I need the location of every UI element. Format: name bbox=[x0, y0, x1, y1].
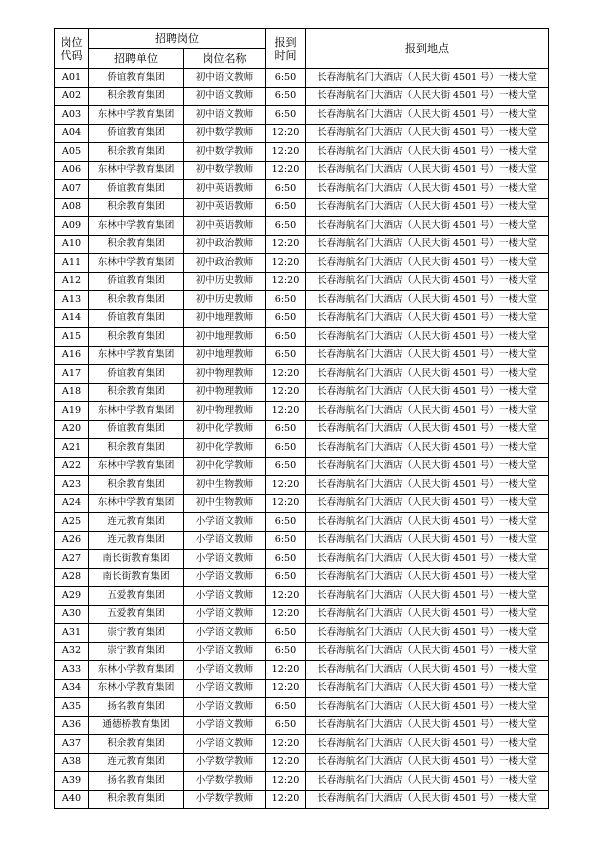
registration-table bbox=[54, 28, 549, 809]
row-position: 初中英语教师 bbox=[184, 180, 266, 199]
row-code: A11 bbox=[55, 254, 89, 273]
row-position: 初中地理教师 bbox=[184, 328, 266, 347]
row-unit: 积余教育集团 bbox=[89, 383, 184, 402]
row-code: A04 bbox=[55, 124, 89, 143]
row-code: A06 bbox=[55, 161, 89, 180]
row-code: A14 bbox=[55, 309, 89, 328]
row-unit: 东林中学教育集团 bbox=[89, 106, 184, 125]
row-location: 长春海航名门大酒店（人民大街 4501 号）一楼大堂 bbox=[306, 772, 549, 791]
table-row bbox=[55, 494, 549, 513]
row-time: 6:50 bbox=[266, 420, 306, 439]
table-row bbox=[55, 346, 549, 365]
row-time: 6:50 bbox=[266, 457, 306, 476]
row-location: 长春海航名门大酒店（人民大街 4501 号）一楼大堂 bbox=[306, 457, 549, 476]
row-position: 初中地理教师 bbox=[184, 309, 266, 328]
row-position: 初中生物教师 bbox=[184, 476, 266, 495]
row-time: 12:20 bbox=[266, 587, 306, 606]
row-location: 长春海航名门大酒店（人民大街 4501 号）一楼大堂 bbox=[306, 365, 549, 384]
row-position: 初中数学教师 bbox=[184, 161, 266, 180]
row-code: A21 bbox=[55, 439, 89, 458]
row-time: 12:20 bbox=[266, 161, 306, 180]
row-time: 6:50 bbox=[266, 439, 306, 458]
table-row bbox=[55, 254, 549, 273]
row-code: A09 bbox=[55, 217, 89, 236]
table-row bbox=[55, 605, 549, 624]
row-code: A25 bbox=[55, 513, 89, 532]
row-unit: 侨谊教育集团 bbox=[89, 309, 184, 328]
row-code: A27 bbox=[55, 550, 89, 569]
row-position: 初中数学教师 bbox=[184, 124, 266, 143]
row-code: A17 bbox=[55, 365, 89, 384]
table-row bbox=[55, 124, 549, 143]
row-code: A13 bbox=[55, 291, 89, 310]
row-code: A24 bbox=[55, 494, 89, 513]
row-code: A26 bbox=[55, 531, 89, 550]
row-unit: 东林中学教育集团 bbox=[89, 346, 184, 365]
row-code: A08 bbox=[55, 198, 89, 217]
row-location: 长春海航名门大酒店（人民大街 4501 号）一楼大堂 bbox=[306, 568, 549, 587]
row-code: A10 bbox=[55, 235, 89, 254]
header-time: 报到时间 bbox=[266, 29, 306, 69]
header-code: 岗位代码 bbox=[55, 29, 89, 69]
row-position: 初中物理教师 bbox=[184, 402, 266, 421]
table-row bbox=[55, 180, 549, 199]
row-position: 初中物理教师 bbox=[184, 383, 266, 402]
row-code: A35 bbox=[55, 698, 89, 717]
row-unit: 崇宁教育集团 bbox=[89, 642, 184, 661]
row-unit: 南长街教育集团 bbox=[89, 550, 184, 569]
row-time: 6:50 bbox=[266, 309, 306, 328]
row-time: 6:50 bbox=[266, 716, 306, 735]
row-time: 12:20 bbox=[266, 272, 306, 291]
row-unit: 东林中学教育集团 bbox=[89, 402, 184, 421]
row-unit: 五爱教育集团 bbox=[89, 605, 184, 624]
table-row bbox=[55, 106, 549, 125]
row-location: 长春海航名门大酒店（人民大街 4501 号）一楼大堂 bbox=[306, 161, 549, 180]
row-position: 初中历史教师 bbox=[184, 291, 266, 310]
row-code: A03 bbox=[55, 106, 89, 125]
row-unit: 积余教育集团 bbox=[89, 235, 184, 254]
row-unit: 连元教育集团 bbox=[89, 753, 184, 772]
row-position: 初中地理教师 bbox=[184, 346, 266, 365]
row-unit: 侨谊教育集团 bbox=[89, 124, 184, 143]
row-time: 12:20 bbox=[266, 235, 306, 254]
row-location: 长春海航名门大酒店（人民大街 4501 号）一楼大堂 bbox=[306, 679, 549, 698]
row-location: 长春海航名门大酒店（人民大街 4501 号）一楼大堂 bbox=[306, 346, 549, 365]
row-position: 初中政治教师 bbox=[184, 254, 266, 273]
row-code: A29 bbox=[55, 587, 89, 606]
table-row bbox=[55, 753, 549, 772]
row-unit: 东林中学教育集团 bbox=[89, 161, 184, 180]
row-location: 长春海航名门大酒店（人民大街 4501 号）一楼大堂 bbox=[306, 494, 549, 513]
row-location: 长春海航名门大酒店（人民大街 4501 号）一楼大堂 bbox=[306, 513, 549, 532]
table-row bbox=[55, 309, 549, 328]
table-row bbox=[55, 679, 549, 698]
row-position: 初中生物教师 bbox=[184, 494, 266, 513]
row-code: A22 bbox=[55, 457, 89, 476]
row-location: 长春海航名门大酒店（人民大街 4501 号）一楼大堂 bbox=[306, 605, 549, 624]
row-code: A38 bbox=[55, 753, 89, 772]
row-time: 6:50 bbox=[266, 69, 306, 88]
row-code: A40 bbox=[55, 790, 89, 809]
row-position: 小学语文教师 bbox=[184, 642, 266, 661]
row-location: 长春海航名门大酒店（人民大街 4501 号）一楼大堂 bbox=[306, 272, 549, 291]
row-position: 小学语文教师 bbox=[184, 679, 266, 698]
row-time: 12:20 bbox=[266, 494, 306, 513]
row-code: A39 bbox=[55, 772, 89, 791]
row-position: 初中历史教师 bbox=[184, 272, 266, 291]
row-location: 长春海航名门大酒店（人民大街 4501 号）一楼大堂 bbox=[306, 309, 549, 328]
table-row bbox=[55, 439, 549, 458]
table-row bbox=[55, 87, 549, 106]
row-code: A30 bbox=[55, 605, 89, 624]
row-code: A36 bbox=[55, 716, 89, 735]
row-code: A02 bbox=[55, 87, 89, 106]
row-unit: 扬名教育集团 bbox=[89, 772, 184, 791]
row-unit: 东林中学教育集团 bbox=[89, 254, 184, 273]
row-code: A16 bbox=[55, 346, 89, 365]
table-row bbox=[55, 476, 549, 495]
row-unit: 积余教育集团 bbox=[89, 735, 184, 754]
row-unit: 积余教育集团 bbox=[89, 476, 184, 495]
row-unit: 积余教育集团 bbox=[89, 198, 184, 217]
row-location: 长春海航名门大酒店（人民大街 4501 号）一楼大堂 bbox=[306, 180, 549, 199]
row-time: 12:20 bbox=[266, 661, 306, 680]
table-row bbox=[55, 735, 549, 754]
row-code: A05 bbox=[55, 143, 89, 162]
row-location: 长春海航名门大酒店（人民大街 4501 号）一楼大堂 bbox=[306, 550, 549, 569]
row-location: 长春海航名门大酒店（人民大街 4501 号）一楼大堂 bbox=[306, 235, 549, 254]
row-time: 12:20 bbox=[266, 124, 306, 143]
row-time: 12:20 bbox=[266, 402, 306, 421]
row-position: 小学语文教师 bbox=[184, 568, 266, 587]
table-row bbox=[55, 365, 549, 384]
table-row bbox=[55, 698, 549, 717]
row-unit: 连元教育集团 bbox=[89, 513, 184, 532]
row-code: A07 bbox=[55, 180, 89, 199]
row-time: 6:50 bbox=[266, 346, 306, 365]
row-code: A28 bbox=[55, 568, 89, 587]
row-position: 小学语文教师 bbox=[184, 550, 266, 569]
row-time: 12:20 bbox=[266, 476, 306, 495]
table-row bbox=[55, 624, 549, 643]
row-code: A23 bbox=[55, 476, 89, 495]
row-unit: 积余教育集团 bbox=[89, 87, 184, 106]
row-unit: 东林小学教育集团 bbox=[89, 661, 184, 680]
header-position-name: 岗位名称 bbox=[184, 49, 266, 69]
table-row bbox=[55, 69, 549, 88]
row-unit: 通德桥教育集团 bbox=[89, 716, 184, 735]
row-code: A31 bbox=[55, 624, 89, 643]
row-unit: 侨谊教育集团 bbox=[89, 420, 184, 439]
row-location: 长春海航名门大酒店（人民大街 4501 号）一楼大堂 bbox=[306, 735, 549, 754]
row-location: 长春海航名门大酒店（人民大街 4501 号）一楼大堂 bbox=[306, 217, 549, 236]
row-code: A12 bbox=[55, 272, 89, 291]
row-position: 小学数学教师 bbox=[184, 753, 266, 772]
row-location: 长春海航名门大酒店（人民大街 4501 号）一楼大堂 bbox=[306, 254, 549, 273]
row-position: 小学语文教师 bbox=[184, 661, 266, 680]
row-position: 初中语文教师 bbox=[184, 69, 266, 88]
row-unit: 积余教育集团 bbox=[89, 790, 184, 809]
row-location: 长春海航名门大酒店（人民大街 4501 号）一楼大堂 bbox=[306, 698, 549, 717]
row-time: 6:50 bbox=[266, 550, 306, 569]
row-position: 初中化学教师 bbox=[184, 457, 266, 476]
row-time: 6:50 bbox=[266, 698, 306, 717]
row-code: A20 bbox=[55, 420, 89, 439]
row-location: 长春海航名门大酒店（人民大街 4501 号）一楼大堂 bbox=[306, 198, 549, 217]
table-row bbox=[55, 642, 549, 661]
row-unit: 积余教育集团 bbox=[89, 291, 184, 310]
row-position: 小学语文教师 bbox=[184, 735, 266, 754]
row-time: 12:20 bbox=[266, 143, 306, 162]
row-unit: 崇宁教育集团 bbox=[89, 624, 184, 643]
row-code: A32 bbox=[55, 642, 89, 661]
row-time: 12:20 bbox=[266, 772, 306, 791]
table-row bbox=[55, 272, 549, 291]
row-location: 长春海航名门大酒店（人民大街 4501 号）一楼大堂 bbox=[306, 531, 549, 550]
row-time: 6:50 bbox=[266, 642, 306, 661]
header-location: 报到地点 bbox=[306, 29, 549, 69]
row-unit: 积余教育集团 bbox=[89, 439, 184, 458]
row-position: 初中化学教师 bbox=[184, 420, 266, 439]
row-location: 长春海航名门大酒店（人民大街 4501 号）一楼大堂 bbox=[306, 87, 549, 106]
row-location: 长春海航名门大酒店（人民大街 4501 号）一楼大堂 bbox=[306, 587, 549, 606]
row-unit: 侨谊教育集团 bbox=[89, 365, 184, 384]
row-unit: 东林中学教育集团 bbox=[89, 457, 184, 476]
row-code: A37 bbox=[55, 735, 89, 754]
row-unit: 侨谊教育集团 bbox=[89, 69, 184, 88]
table-row bbox=[55, 550, 549, 569]
row-unit: 南长街教育集团 bbox=[89, 568, 184, 587]
table-row bbox=[55, 531, 549, 550]
row-code: A15 bbox=[55, 328, 89, 347]
row-unit: 连元教育集团 bbox=[89, 531, 184, 550]
row-location: 长春海航名门大酒店（人民大街 4501 号）一楼大堂 bbox=[306, 642, 549, 661]
table-row bbox=[55, 790, 549, 809]
row-location: 长春海航名门大酒店（人民大街 4501 号）一楼大堂 bbox=[306, 753, 549, 772]
table-row bbox=[55, 328, 549, 347]
row-location: 长春海航名门大酒店（人民大街 4501 号）一楼大堂 bbox=[306, 402, 549, 421]
row-location: 长春海航名门大酒店（人民大街 4501 号）一楼大堂 bbox=[306, 291, 549, 310]
row-position: 小学语文教师 bbox=[184, 624, 266, 643]
table-row bbox=[55, 198, 549, 217]
row-unit: 东林中学教育集团 bbox=[89, 217, 184, 236]
row-time: 6:50 bbox=[266, 217, 306, 236]
row-location: 长春海航名门大酒店（人民大街 4501 号）一楼大堂 bbox=[306, 143, 549, 162]
table-row bbox=[55, 513, 549, 532]
row-position: 小学语文教师 bbox=[184, 513, 266, 532]
table-row bbox=[55, 772, 549, 791]
row-code: A01 bbox=[55, 69, 89, 88]
row-time: 12:20 bbox=[266, 735, 306, 754]
row-code: A18 bbox=[55, 383, 89, 402]
row-position: 初中英语教师 bbox=[184, 198, 266, 217]
row-code: A34 bbox=[55, 679, 89, 698]
row-location: 长春海航名门大酒店（人民大街 4501 号）一楼大堂 bbox=[306, 716, 549, 735]
row-unit: 积余教育集团 bbox=[89, 143, 184, 162]
row-location: 长春海航名门大酒店（人民大街 4501 号）一楼大堂 bbox=[306, 383, 549, 402]
row-unit: 侨谊教育集团 bbox=[89, 180, 184, 199]
row-time: 6:50 bbox=[266, 87, 306, 106]
row-location: 长春海航名门大酒店（人民大街 4501 号）一楼大堂 bbox=[306, 106, 549, 125]
row-time: 6:50 bbox=[266, 513, 306, 532]
table-row bbox=[55, 457, 549, 476]
row-time: 6:50 bbox=[266, 531, 306, 550]
row-unit: 积余教育集团 bbox=[89, 328, 184, 347]
row-location: 长春海航名门大酒店（人民大街 4501 号）一楼大堂 bbox=[306, 790, 549, 809]
table-body bbox=[55, 69, 549, 809]
header-unit: 招聘单位 bbox=[89, 49, 184, 69]
row-unit: 东林小学教育集团 bbox=[89, 679, 184, 698]
table-row bbox=[55, 383, 549, 402]
row-unit: 五爱教育集团 bbox=[89, 587, 184, 606]
row-location: 长春海航名门大酒店（人民大街 4501 号）一楼大堂 bbox=[306, 624, 549, 643]
row-unit: 扬名教育集团 bbox=[89, 698, 184, 717]
row-location: 长春海航名门大酒店（人民大街 4501 号）一楼大堂 bbox=[306, 439, 549, 458]
table-row bbox=[55, 291, 549, 310]
table-row bbox=[55, 661, 549, 680]
row-position: 初中政治教师 bbox=[184, 235, 266, 254]
row-position: 小学语文教师 bbox=[184, 605, 266, 624]
row-position: 小学数学教师 bbox=[184, 772, 266, 791]
row-position: 初中英语教师 bbox=[184, 217, 266, 236]
row-location: 长春海航名门大酒店（人民大街 4501 号）一楼大堂 bbox=[306, 420, 549, 439]
row-time: 12:20 bbox=[266, 254, 306, 273]
row-time: 12:20 bbox=[266, 753, 306, 772]
table-row bbox=[55, 420, 549, 439]
row-location: 长春海航名门大酒店（人民大街 4501 号）一楼大堂 bbox=[306, 69, 549, 88]
table-row bbox=[55, 568, 549, 587]
table-row bbox=[55, 143, 549, 162]
header-position-group: 招聘岗位 bbox=[89, 29, 266, 49]
row-location: 长春海航名门大酒店（人民大街 4501 号）一楼大堂 bbox=[306, 124, 549, 143]
row-time: 6:50 bbox=[266, 180, 306, 199]
table-row bbox=[55, 402, 549, 421]
row-time: 6:50 bbox=[266, 198, 306, 217]
table-row bbox=[55, 235, 549, 254]
row-unit: 东林中学教育集团 bbox=[89, 494, 184, 513]
row-position: 小学数学教师 bbox=[184, 790, 266, 809]
row-code: A19 bbox=[55, 402, 89, 421]
row-time: 6:50 bbox=[266, 568, 306, 587]
row-location: 长春海航名门大酒店（人民大街 4501 号）一楼大堂 bbox=[306, 476, 549, 495]
row-position: 初中数学教师 bbox=[184, 143, 266, 162]
row-position: 小学语文教师 bbox=[184, 531, 266, 550]
row-position: 小学语文教师 bbox=[184, 587, 266, 606]
row-position: 初中语文教师 bbox=[184, 87, 266, 106]
row-time: 12:20 bbox=[266, 790, 306, 809]
table-row bbox=[55, 217, 549, 236]
row-time: 6:50 bbox=[266, 328, 306, 347]
table-row bbox=[55, 716, 549, 735]
row-time: 12:20 bbox=[266, 365, 306, 384]
row-location: 长春海航名门大酒店（人民大街 4501 号）一楼大堂 bbox=[306, 328, 549, 347]
table-row bbox=[55, 587, 549, 606]
row-position: 初中语文教师 bbox=[184, 106, 266, 125]
row-position: 初中化学教师 bbox=[184, 439, 266, 458]
row-time: 12:20 bbox=[266, 679, 306, 698]
row-position: 小学语文教师 bbox=[184, 698, 266, 717]
row-time: 6:50 bbox=[266, 106, 306, 125]
table-row bbox=[55, 161, 549, 180]
table-header bbox=[55, 29, 549, 69]
row-time: 12:20 bbox=[266, 383, 306, 402]
row-time: 12:20 bbox=[266, 605, 306, 624]
row-code: A33 bbox=[55, 661, 89, 680]
row-location: 长春海航名门大酒店（人民大街 4501 号）一楼大堂 bbox=[306, 661, 549, 680]
row-unit: 侨谊教育集团 bbox=[89, 272, 184, 291]
row-time: 6:50 bbox=[266, 624, 306, 643]
row-position: 初中物理教师 bbox=[184, 365, 266, 384]
row-position: 小学语文教师 bbox=[184, 716, 266, 735]
row-time: 6:50 bbox=[266, 291, 306, 310]
